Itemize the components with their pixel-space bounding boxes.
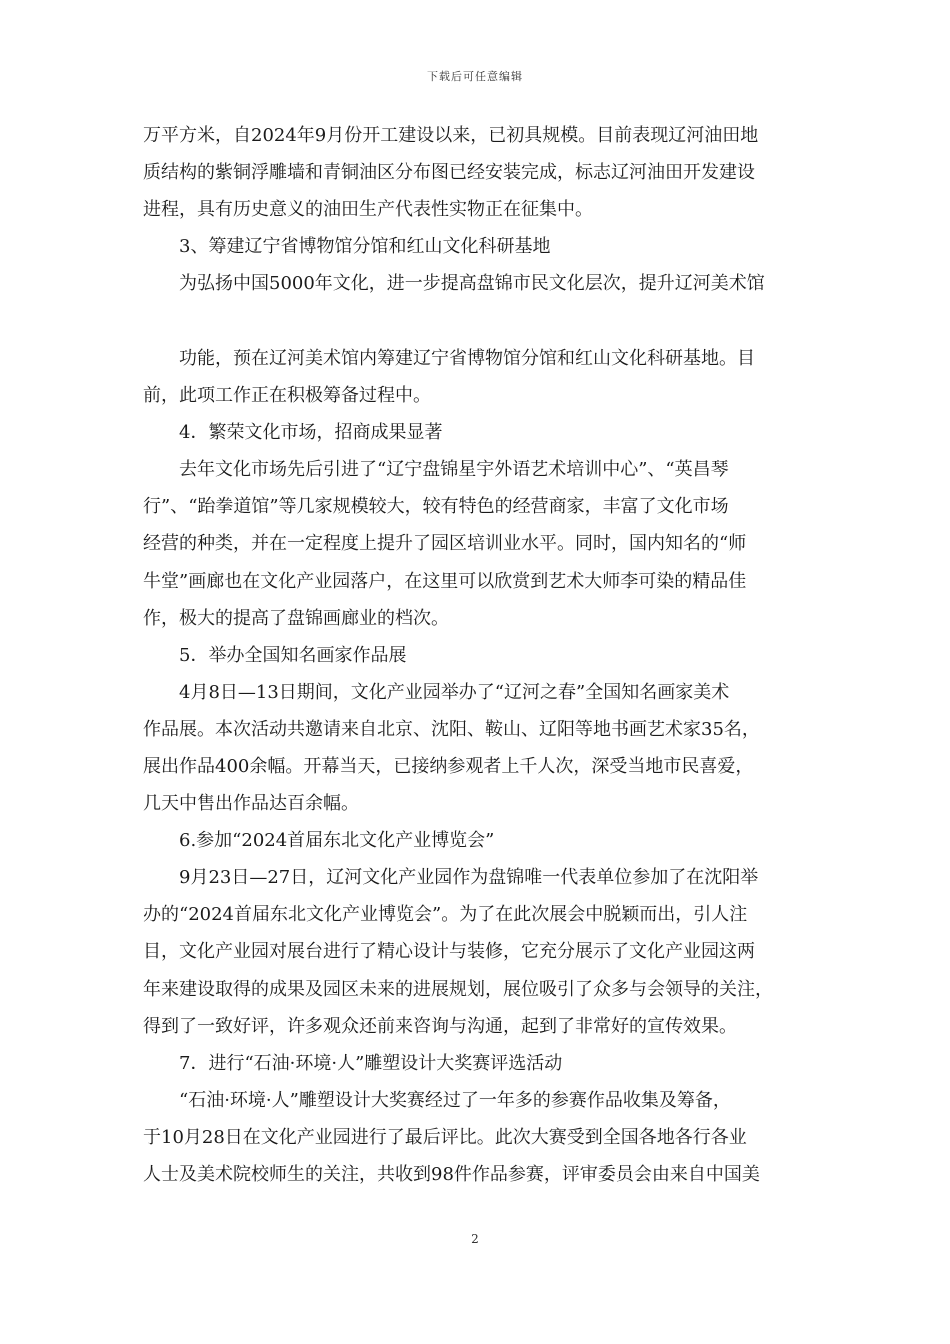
body-line: 进程，具有历史意义的油田生产代表性实物正在征集中。	[143, 199, 593, 221]
body-line: 为弘扬中国5000年文化，进一步提高盘锦市民文化层次，提升辽河美术馆	[179, 273, 765, 295]
section-heading: 4．繁荣文化市场，招商成果显著	[179, 422, 443, 444]
body-line: 经营的种类，并在一定程度上提升了园区培训业水平。同时，国内知名的“师	[143, 533, 747, 555]
blank-gap	[143, 302, 815, 340]
body-line: “石油·环境·人”雕塑设计大奖赛经过了一年多的参赛作品收集及筹备，	[179, 1089, 731, 1111]
body-line: 前，此项工作正在积极筹备过程中。	[143, 385, 431, 407]
body-line: 质结构的紫铜浮雕墙和青铜油区分布图已经安装完成，标志辽河油田开发建设	[143, 162, 755, 184]
body-line: 4月8日—13日期间，文化产业园举办了“辽河之春”全国知名画家美术	[179, 681, 730, 703]
body-line: 功能，预在辽河美术馆内筹建辽宁省博物馆分馆和红山文化科研基地。目	[179, 347, 755, 369]
body-line: 万平方米，自2024年9月份开工建设以来，已初具规模。目前表现辽河油田地	[143, 125, 759, 146]
body-line: 得到了一致好评，许多观众还前来咨询与沟通，起到了非常好的宣传效果。	[143, 1015, 737, 1037]
body-line: 几天中售出作品达百余幅。	[143, 793, 359, 815]
body-line: 去年文化市场先后引进了“辽宁盘锦星宇外语艺术培训中心”、“英昌琴	[179, 459, 729, 481]
body-line: 目，文化产业园对展台进行了精心设计与装修，它充分展示了文化产业园这两	[143, 941, 755, 963]
body-line: 于10月28日在文化产业园进行了最后评比。此次大赛受到全国各地各行各业	[143, 1126, 747, 1148]
page-header: 下载后可任意编辑	[427, 70, 523, 83]
body-line: 办的“2024首届东北文化产业博览会”。为了在此次展会中脱颖而出，引人注	[143, 904, 748, 926]
body-line: 作品展。本次活动共邀请来自北京、沈阳、鞍山、辽阳等地书画艺术家35名，	[143, 718, 760, 740]
section-heading: 7．进行“石油·环境·人”雕塑设计大奖赛评选活动	[179, 1052, 563, 1074]
document-body	[143, 117, 815, 1193]
body-line: 牛堂”画廊也在文化产业园落户，在这里可以欣赏到艺术大师李可染的精品佳	[143, 570, 747, 592]
section-heading: 3、筹建辽宁省博物馆分馆和红山文化科研基地	[179, 236, 551, 258]
section-heading: 6.参加“2024首届东北文化产业博览会”	[179, 830, 495, 852]
body-line: 年来建设取得的成果及园区未来的进展规划，展位吸引了众多与会领导的关注，	[143, 978, 773, 1000]
page-number: 2	[471, 1232, 479, 1246]
body-line: 9月23日—27日，辽河文化产业园作为盘锦唯一代表单位参加了在沈阳举	[179, 867, 759, 889]
body-line: 行”、“跆拳道馆”等几家规模较大，较有特色的经营商家，丰富了文化市场	[143, 496, 729, 518]
body-line: 展出作品400余幅。开幕当天，已接纳参观者上千人次，深受当地市民喜爱，	[143, 756, 754, 777]
body-line: 作，极大的提高了盘锦画廊业的档次。	[143, 607, 449, 629]
section-heading: 5．举办全国知名画家作品展	[179, 644, 407, 666]
body-line: 人士及美术院校师生的关注，共收到98件作品参赛，评审委员会由来自中国美	[143, 1164, 760, 1186]
